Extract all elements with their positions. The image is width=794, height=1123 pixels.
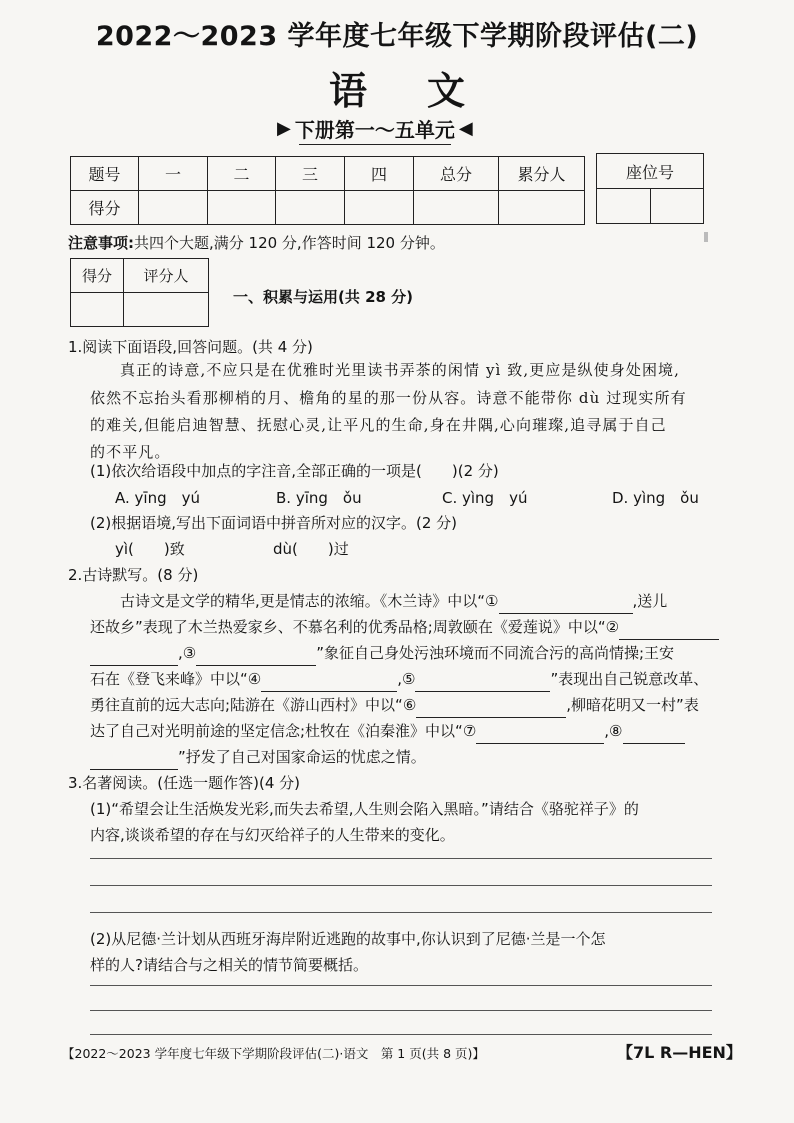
answer-line[interactable]	[90, 1010, 712, 1011]
score-header-cell: 一	[139, 157, 208, 191]
question-3-1: (1)“希望会让生活焕发光彩,而失去希望,人生则会陷入黑暗。”请结合《骆驼祥子》的	[90, 800, 639, 818]
fill-blank-2[interactable]	[619, 621, 719, 640]
passage-line: 的不平凡。	[90, 443, 171, 461]
option-a[interactable]: A. yīng yú	[115, 489, 200, 507]
seat-number-box	[596, 153, 704, 224]
grader-name-label: 评分人	[124, 259, 209, 293]
question-1-1: (1)依次给语段中加点的字注音,全部正确的一项是( )(2 分)	[90, 462, 499, 480]
score-header-cell: 四	[345, 157, 414, 191]
question-3-2: (2)从尼德·兰计划从西班牙海岸附近逃跑的故事中,你认识到了尼德·兰是一个怎	[90, 930, 606, 948]
answer-line[interactable]	[90, 885, 712, 886]
word-blank-2[interactable]: dù( )过	[273, 540, 349, 558]
subject-title: 语文	[328, 69, 525, 113]
question-3-2-cont: 样的人?请结合与之相关的情节简要概括。	[90, 956, 368, 974]
word-blank-1[interactable]: yì( )致	[115, 540, 185, 558]
question-3-1-cont: 内容,谈谈希望的存在与幻灭给祥子的人生带来的变化。	[90, 826, 455, 844]
scope-text: 下册第一～五单元	[294, 117, 455, 142]
scope-banner	[277, 113, 473, 143]
grader-score-cell[interactable]	[71, 293, 124, 327]
fill-blank-7[interactable]	[476, 725, 604, 744]
notice-text: 共四个大题,满分 120 分,作答时间 120 分钟。	[134, 234, 445, 252]
section-title: 一、积累与运用(共 28 分)	[233, 288, 414, 306]
fill-blank-5[interactable]	[415, 673, 550, 692]
fill-blank-6[interactable]	[416, 699, 566, 718]
poem-line: 石在《登飞来峰》中以“④ ,⑤ ”表现出自己锐意改革、	[90, 666, 708, 692]
score-header-cell: 总分	[414, 157, 499, 191]
option-d[interactable]: D. yìng ǒu	[612, 489, 699, 507]
passage-line: 依然不忘抬头看那柳梢的月、檐角的星的那一份从容。诗意不能带你 dù 过现实所有	[90, 389, 687, 407]
exam-title: 2022～2023 学年度七年级下学期阶段评估(二)	[95, 21, 699, 52]
score-table	[70, 156, 585, 225]
fill-blank-1[interactable]	[499, 595, 633, 614]
question-3-title: 3.名著阅读。(任选一题作答)(4 分)	[68, 774, 301, 792]
fill-blank-8[interactable]	[623, 725, 685, 744]
answer-line[interactable]	[90, 912, 712, 913]
score-cell[interactable]	[276, 191, 345, 225]
fill-blank-2b[interactable]	[90, 647, 178, 666]
poem-line: 古诗文是文学的精华,更是情志的浓缩。《木兰诗》中以“① ,送儿	[120, 588, 720, 614]
seat-cell[interactable]	[650, 189, 704, 224]
score-cell[interactable]	[414, 191, 499, 225]
score-header-cell: 三	[276, 157, 345, 191]
fill-blank-8b[interactable]	[90, 751, 178, 770]
answer-line[interactable]	[90, 1034, 712, 1035]
right-triangle-icon: ▶	[277, 117, 291, 139]
poem-line: 达了自己对光明前途的坚定信念;杜牧在《泊秦淮》中以“⑦ ,⑧	[90, 718, 685, 744]
poem-line: ,③ ”象征自己身处污浊环境而不同流合污的高尚情操;王安	[90, 640, 674, 666]
grader-score-label: 得分	[71, 259, 124, 293]
question-1-title: 1.阅读下面语段,回答问题。(共 4 分)	[68, 338, 313, 356]
grader-box	[70, 258, 209, 327]
passage-line: 真正的诗意,不应只是在优雅时光里读书弄茶的闲情 yì 致,更应是纵使身处困境,	[120, 361, 681, 379]
score-cell[interactable]	[139, 191, 208, 225]
grader-name-cell[interactable]	[124, 293, 209, 327]
answer-line[interactable]	[90, 985, 712, 986]
score-cell[interactable]	[499, 191, 585, 225]
fill-blank-3[interactable]	[196, 647, 316, 666]
score-cell[interactable]	[208, 191, 276, 225]
score-header-cell: 题号	[71, 157, 139, 191]
option-b[interactable]: B. yīng ǒu	[276, 489, 362, 507]
score-header-cell: 二	[208, 157, 276, 191]
left-triangle-icon: ◀	[458, 117, 473, 139]
seat-cell[interactable]	[597, 189, 651, 224]
score-cell[interactable]	[345, 191, 414, 225]
question-2-title: 2.古诗默写。(8 分)	[68, 566, 199, 584]
poem-line: ”抒发了自己对国家命运的忧虑之情。	[90, 744, 426, 770]
seat-label: 座位号	[597, 154, 704, 189]
paper-code: 【7L R—HEN】	[617, 1043, 742, 1062]
score-row-label: 得分	[71, 191, 139, 225]
question-1-2: (2)根据语境,写出下面词语中拼音所对应的汉字。(2 分)	[90, 514, 458, 532]
passage-line: 的难关,但能启迪智慧、抚慰心灵,让平凡的生命,身在井隅,心向璀璨,追寻属于自己	[90, 416, 667, 434]
notice	[68, 232, 445, 253]
poem-line: 勇往直前的远大志向;陆游在《游山西村》中以“⑥ ,柳暗花明又一村”表	[90, 692, 699, 718]
poem-line: 还故乡”表现了木兰热爱家乡、不慕名利的优秀品格;周敦颐在《爱莲说》中以“②	[90, 614, 719, 640]
fill-blank-4[interactable]	[261, 673, 397, 692]
page-footer: 【2022～2023 学年度七年级下学期阶段评估(二)·语文 第 1 页(共 8 页)】	[62, 1046, 485, 1061]
notice-label: 注意事项:	[68, 234, 134, 252]
score-header-cell: 累分人	[499, 157, 585, 191]
answer-line[interactable]	[90, 858, 712, 859]
scan-mark	[704, 232, 708, 242]
option-c[interactable]: C. yìng yú	[442, 489, 528, 507]
